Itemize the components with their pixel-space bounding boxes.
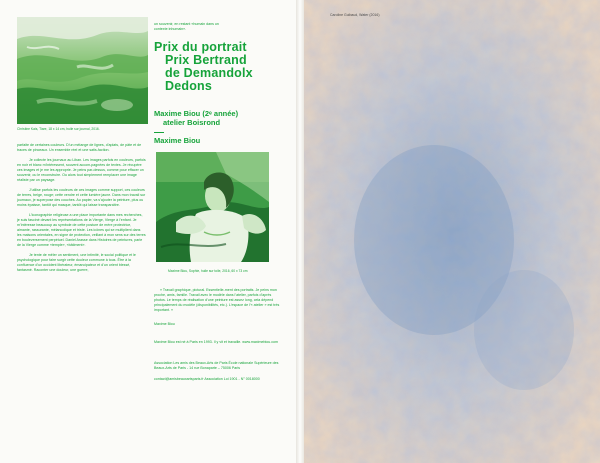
painting-caption: Christine Kais, Tiare, 18 x 14 cm, huile sur journal, 2016.	[17, 127, 100, 131]
left-page	[0, 0, 296, 463]
intro-text	[154, 22, 284, 32]
paragraph: Je collecte les journaux au Liban. Les images parfois en couleurs, parfois en noir et blanc m’intéressent, souvent accom-pagnées de textes. Je récupère ces images et je me les approprie. Je peins par-dessus, comme pour effacer un souvenir, ou le reconstruire. Ou alors tout simplement remplacer une image réaliste par un paysage.	[17, 158, 146, 182]
artist-heading	[154, 110, 238, 127]
landscape-painting-image	[17, 17, 148, 124]
left-text-column	[17, 143, 146, 278]
book-gutter	[296, 0, 304, 463]
prize-title-line: Dedons	[165, 79, 213, 93]
right-page	[304, 0, 600, 463]
divider-rule	[154, 132, 164, 133]
paragraph: Maxime Biou est né à Paris en 1993. Il y vit et travaille. www.maximebiou.com	[154, 340, 279, 344]
abstract-painting-image	[304, 0, 600, 463]
prize-title-line: Prix du portrait	[154, 40, 247, 54]
intro-line: un souvenir, en restant «humain dans un	[154, 22, 219, 26]
artist-line: atelier Boisrond	[163, 117, 221, 127]
paragraph: L’iconographie religieuse a une place importante dans mes recherches, je suis fasciné devant les représentations de la Vierge, Vierge à l’enfant. Je m’intéresse beaucoup au symbole de cette posture de mère protectrice, aimante, rassurante, mélancolique et triste. Les icônes qui se multiplient dans les maisons orientales, en signe de protection, veillant à mon sens sur des terres en bouleversement perpétuel. Daniel Arasse dans Histoires de peintures, parle de la Vierge comme «temple», «bâtiment».	[17, 213, 146, 247]
paragraph: Je tente de mêler un sentiment, une intimité, le social politique et le psychologique pour faire surgir cette douleur commune à tous. Être à la confluence d’un occident libérateur, émancipateur et d’un orient blessé, fantasmé. Raconter une douleur, une guerre,	[17, 253, 136, 272]
right-text-column	[154, 288, 282, 387]
prize-title	[154, 41, 253, 93]
prize-title-line: Prix Bertrand	[165, 53, 247, 67]
paragraph: J’utilise parfois les couleurs de ces images comme support, ces couleurs de terres, beige, rouge; cette vendre et cette lumière jaune. Dans mon travail sur journaux, je superpose des couches. Au papier, va s’ajouter la peinture, plus ou moins épaisse, tantôt qui masque, tantôt qui laisse transparaître.	[17, 188, 146, 207]
portrait-caption: Maxime Biou, Sophie, huile sur toile, 2016, 60 x 73 cm	[168, 269, 248, 273]
right-page-caption: Caroline Guibaud, Water (2016)	[330, 13, 380, 17]
contact-info: contact@amisbeauxartsparis.fr Association Loi 1901 - N° 0018000	[154, 377, 260, 381]
artist-name-heading: Maxime Biou	[154, 136, 201, 145]
signature-name: Maxime Biou	[154, 322, 175, 326]
intro-line: contexte inhumain».	[154, 27, 187, 31]
artist-line: Maxime Biou (2ᵉ année)	[154, 109, 239, 118]
association-info: Association Les amis des Beaux-Arts de Paris École nationale Supérieure des Beaux-Arts de Paris - 14 rue Bonaparte – 75006 Paris	[154, 361, 279, 370]
prize-title-line: de Demandolx	[165, 66, 253, 80]
paragraph: parfaite de certaines couleurs. D’un mélange de lignes, d’aplats, de pâte et de traces de pinceaux. Un ensemble réel et une satis-faction.	[17, 143, 142, 152]
paragraph: « Travail graphique, pictural. Essentielle-ment des portraits. Je peins mon proche, amis, famille. Travail avec le modèle dans l’atelier, parfois d’après photos. Le temps de réalisation d’une peinture est assez long, cela dépend principalement du modèle (disponibilités, etc.). L’espace de l’« atelier » est très important. »	[154, 288, 280, 312]
portrait-painting-image	[156, 152, 269, 262]
